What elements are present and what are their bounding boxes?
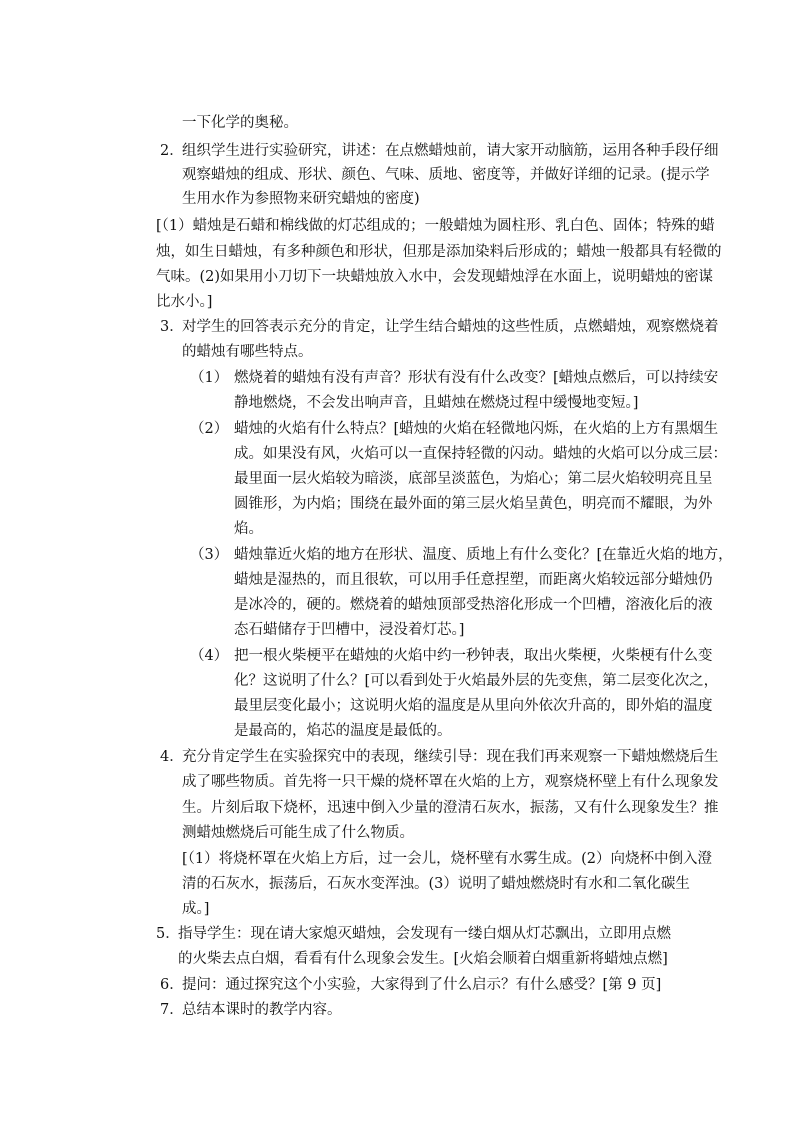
- sub-item-4-number: （4）: [190, 648, 229, 664]
- item-2-answer-line: 烛，如生日蜡烛，有多种颜色和形状，但那是添加染料后形成的；蜡烛一般都具有轻微的: [156, 244, 722, 260]
- item-4-line: 测蜡烛燃烧后可能生成了什么物质。: [182, 825, 414, 841]
- item-2-line: 观察蜡烛的组成、形状、颜色、气味、质地、密度等，并做好详细的记录。(提示学: [182, 167, 710, 183]
- item-7-number: 7．: [160, 1002, 184, 1018]
- sub-item-3-line: 蜡烛是湿热的，而且很软，可以用手任意捏塑，而距离火焰较远部分蜡烛仍: [234, 572, 713, 588]
- sub-item-2-line: 蜡烛的火焰有什么特点？[蜡烛的火焰在轻微地闪烁，在火焰的上方有黑烟生: [234, 421, 719, 437]
- item-5-line: 指导学生：现在请大家熄灭蜡烛，会发现有一缕白烟从灯芯飘出，立即用点燃: [178, 926, 671, 942]
- item-2-answer-line: [（1）蜡烛是石蜡和棉线做的灯芯组成的；一般蜡烛为圆柱形、乳白色、固体；特殊的蜡: [156, 218, 715, 234]
- sub-item-4-line: 最里层变化最小；这说明火焰的温度是从里向外依次升高的，即外焰的温度: [234, 698, 713, 714]
- item-3-number: 3．: [160, 319, 184, 335]
- item-4-number: 4．: [160, 749, 184, 765]
- item-7-line: 总结本课时的教学内容。: [182, 1002, 342, 1018]
- item-4-answer-line: 清的石灰水，振荡后，石灰水变浑浊。(3）说明了蜡烛燃烧时有水和二氧化碳生: [182, 876, 690, 892]
- item-3-line: 的蜡烛有哪些特点。: [182, 344, 313, 360]
- sub-item-1-line: 静地燃烧，不会发出响声音，且蜡烛在燃烧过程中缓慢地变短。]: [234, 395, 639, 411]
- item-6-line: 提问：通过探究这个小实验，大家得到了什么启示？有什么感受？[第 9 页]: [182, 977, 662, 993]
- sub-item-2-line: 最里面一层火焰较为暗淡，底部呈淡蓝色，为焰心；第二层火焰较明亮且呈: [234, 471, 713, 487]
- item-2-answer-line: 比水小。]: [156, 294, 213, 310]
- intro-tail: 一下化学的奥秘。: [182, 115, 298, 131]
- sub-item-3-line: 态石蜡储存于凹槽中，浸没着灯芯。]: [234, 622, 465, 638]
- sub-item-2-line: 焰。: [234, 521, 263, 537]
- item-3-line: 对学生的回答表示充分的肯定，让学生结合蜡烛的这些性质，点燃蜡烛，观察燃烧着: [182, 319, 719, 335]
- sub-item-4-line: 把一根火柴梗平在蜡烛的火焰中约一秒钟表，取出火柴梗，火柴梗有什么变: [234, 648, 713, 664]
- item-4-answer-line: 成。]: [182, 901, 210, 917]
- sub-item-3-line: 是冰冷的，硬的。燃烧着的蜡烛顶部受热溶化形成一个凹槽，溶液化后的液: [234, 597, 713, 613]
- sub-item-1-number: （1）: [190, 370, 229, 386]
- sub-item-4-line: 是最高的，焰芯的温度是最低的。: [234, 723, 452, 739]
- item-4-answer-line: [（1）将烧杯罩在火焰上方后，过一会儿，烧杯壁有水雾生成。(2）向烧杯中倒入澄: [182, 851, 713, 867]
- sub-item-3-number: （3）: [190, 547, 229, 563]
- item-4-line: 充分肯定学生在实验探究中的表现，继续引导：现在我们再来观察一下蜡烛燃烧后生: [182, 749, 719, 765]
- sub-item-2-line: 成。如果没有风，火焰可以一直保持轻微的闪动。蜡烛的火焰可以分成三层：: [234, 446, 727, 462]
- item-2-answer-line: 气味。(2)如果用小刀切下一块蜡烛放入水中，会发现蜡烛浮在水面上，说明蜡烛的密谋: [156, 269, 714, 285]
- sub-item-2-number: （2）: [190, 421, 229, 437]
- sub-item-1-line: 燃烧着的蜡烛有没有声音？形状有没有什么改变？[蜡烛点燃后，可以持续安: [234, 370, 719, 386]
- sub-item-2-line: 圆锥形，为内焰；围绕在最外面的第三层火焰呈黄色，明亮而不耀眼，为外: [234, 496, 713, 512]
- item-5-number: 5．: [156, 926, 180, 942]
- sub-item-3-line: 蜡烛靠近火焰的地方在形状、温度、质地上有什么变化？[在靠近火焰的地方，: [234, 547, 733, 563]
- item-4-line: 生。片刻后取下烧杯，迅速中倒入少量的澄清石灰水，振荡，又有什么现象发生？推: [182, 800, 719, 816]
- item-4-line: 成了哪些物质。首先将一只干燥的烧杯罩在火焰的上方，观察烧杯壁上有什么现象发: [182, 774, 719, 790]
- item-2-line: 生用水作为参照物来研究蜡烛的密度): [182, 191, 420, 207]
- item-2-number: 2．: [160, 143, 184, 159]
- item-2-line: 组织学生进行实验研究，讲述：在点燃蜡烛前，请大家开动脑筋，运用各种手段仔细: [182, 143, 719, 159]
- sub-item-4-line: 化？这说明了什么？[可以看到处于火焰最外层的先变焦，第二层变化次之，: [234, 673, 719, 689]
- item-6-number: 6．: [160, 977, 184, 993]
- item-5-line: 的火柴去点白烟，看看有什么现象会发生。[火焰会顺着白烟重新将蜡烛点燃]: [178, 951, 668, 967]
